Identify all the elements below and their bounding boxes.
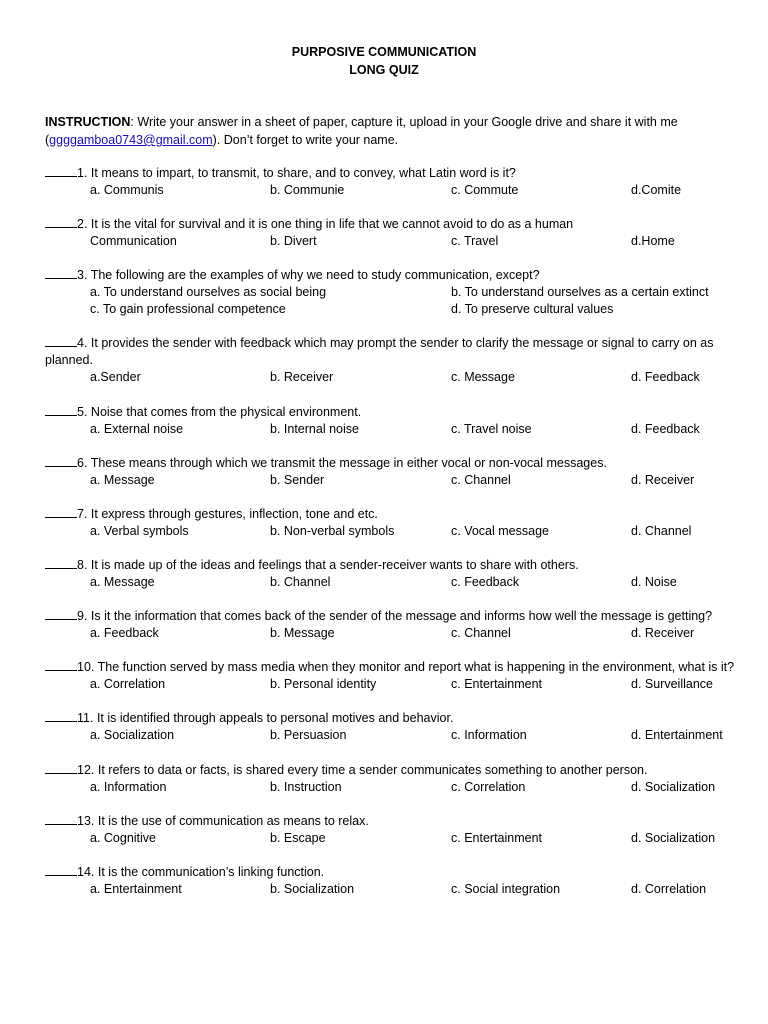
question-text: It refers to data or facts, is shared every time a sender communicates something to another person.	[97, 763, 648, 777]
question-14	[45, 864, 735, 898]
option-d: d.Comite	[631, 183, 682, 197]
option-d: d. Entertainment	[631, 728, 723, 742]
question-text: It is the communication’s linking function.	[97, 865, 325, 879]
option-a: a. Correlation	[90, 677, 166, 691]
question-9	[45, 608, 735, 642]
question-13	[45, 813, 735, 847]
question-number: 5.	[77, 405, 88, 419]
option-c: c. Travel	[451, 234, 499, 248]
question-text: These means through which we transmit the message in either vocal or non-vocal messages.	[90, 456, 607, 470]
option-a: a. Message	[90, 473, 155, 487]
answer-blank[interactable]	[45, 455, 77, 467]
question-number: 11.	[77, 711, 94, 725]
option-d: d. Receiver	[631, 626, 695, 640]
question-text: The function served by mass media when they monitor and report what is happening in the environment, what is it?	[97, 660, 735, 674]
answer-blank[interactable]	[45, 762, 77, 774]
question-number: 14.	[77, 865, 95, 879]
answer-blank[interactable]	[45, 506, 77, 518]
page-title: PURPOSIVE COMMUNICATION	[291, 45, 477, 59]
option-a: Communication	[90, 234, 177, 248]
question-4	[45, 335, 735, 386]
question-6	[45, 455, 735, 489]
question-text: It means to impart, to transmit, to share, and to convey, what Latin word is it?	[90, 166, 516, 180]
option-a: a. Entertainment	[90, 882, 182, 896]
option-c: c. Travel noise	[451, 422, 532, 436]
option-c: c. Channel	[451, 473, 511, 487]
option-c: c. Message	[451, 370, 515, 384]
question-text: It is the vital for survival and it is one thing in life that we cannot avoid to do as a human	[90, 217, 574, 231]
option-a: a.Sender	[90, 370, 141, 384]
instruction-text-after: ). Don’t forget to write your name.	[212, 133, 399, 147]
page-subtitle: LONG QUIZ	[349, 63, 419, 77]
option-c: c. Information	[451, 728, 527, 742]
question-5	[45, 404, 735, 438]
question-number: 4.	[77, 336, 88, 350]
answer-blank[interactable]	[45, 404, 77, 416]
option-b: b. Sender	[270, 473, 325, 487]
answer-blank[interactable]	[45, 216, 77, 228]
option-b: b. To understand ourselves as a certain extinct	[451, 285, 709, 299]
question-7	[45, 506, 735, 540]
option-b: b. Communie	[270, 183, 345, 197]
question-1	[45, 165, 735, 199]
option-b: b. Message	[270, 626, 335, 640]
option-c: c. Feedback	[451, 575, 520, 589]
option-b: b. Internal noise	[270, 422, 359, 436]
question-text: It is made up of the ideas and feelings that a sender-receiver wants to share with others.	[90, 558, 579, 572]
option-b: b. Socialization	[270, 882, 355, 896]
option-a: a. Information	[90, 780, 167, 794]
answer-blank[interactable]	[45, 608, 77, 620]
question-number: 8.	[77, 558, 88, 572]
question-number: 6.	[77, 456, 88, 470]
question-text: Is it the information that comes back of the sender of the message and informs how well the message is getting?	[90, 609, 713, 623]
option-c: c. Entertainment	[451, 831, 543, 845]
option-b: b. Non-verbal symbols	[270, 524, 395, 538]
option-a: a. Socialization	[90, 728, 175, 742]
option-c: c. Channel	[451, 626, 511, 640]
option-a: a. To understand ourselves as social being	[90, 285, 327, 299]
option-d: d. To preserve cultural values	[451, 302, 614, 316]
question-text: It express through gestures, inflection, tone and etc.	[90, 507, 378, 521]
option-c: c. Social integration	[451, 882, 561, 896]
answer-blank[interactable]	[45, 659, 77, 671]
question-text: It provides the sender with feedback which may prompt the sender to clarify the message or signal to carry on as planned.	[45, 336, 714, 367]
option-c: c. Commute	[451, 183, 519, 197]
option-c: c. To gain professional competence	[90, 302, 286, 316]
option-c: c. Correlation	[451, 780, 526, 794]
question-10	[45, 659, 735, 693]
option-d: d. Noise	[631, 575, 677, 589]
question-text: It is identified through appeals to personal motives and behavior.	[96, 711, 454, 725]
option-b: b. Personal identity	[270, 677, 377, 691]
option-c: c. Entertainment	[451, 677, 543, 691]
option-a: a. Message	[90, 575, 155, 589]
answer-blank[interactable]	[45, 557, 77, 569]
question-number: 13.	[77, 814, 95, 828]
answer-blank[interactable]	[45, 813, 77, 825]
option-a: a. Cognitive	[90, 831, 157, 845]
option-d: d. Feedback	[631, 370, 700, 384]
answer-blank[interactable]	[45, 710, 77, 722]
question-text: The following are the examples of why we need to study communication, except?	[90, 268, 540, 282]
question-text: It is the use of communication as means to relax.	[97, 814, 369, 828]
option-d: d. Receiver	[631, 473, 695, 487]
question-3	[45, 267, 735, 318]
question-number: 2.	[77, 217, 88, 231]
option-b: b. Receiver	[270, 370, 334, 384]
question-number: 1.	[77, 166, 88, 180]
option-d: d.Home	[631, 234, 675, 248]
question-text: Noise that comes from the physical environment.	[90, 405, 362, 419]
option-b: b. Channel	[270, 575, 331, 589]
answer-blank[interactable]	[45, 335, 77, 347]
option-d: d. Channel	[631, 524, 692, 538]
option-b: b. Escape	[270, 831, 326, 845]
question-number: 9.	[77, 609, 88, 623]
question-11	[45, 710, 735, 744]
option-d: d. Surveillance	[631, 677, 713, 691]
question-number: 12.	[77, 763, 95, 777]
option-a: a. External noise	[90, 422, 184, 436]
question-number: 7.	[77, 507, 88, 521]
option-b: b. Instruction	[270, 780, 342, 794]
answer-blank[interactable]	[45, 864, 77, 876]
question-8	[45, 557, 735, 591]
option-d: d. Socialization	[631, 831, 716, 845]
option-a: a. Feedback	[90, 626, 159, 640]
instruction-label: INSTRUCTION	[45, 115, 131, 129]
instruction-text-before: : Write your answer in a sheet of paper, capture it, upload in your Google drive and share it with me (	[45, 115, 678, 147]
option-d: d. Correlation	[631, 882, 707, 896]
email-link[interactable]: ggggamboa0743@gmail.com	[49, 133, 213, 147]
instruction-block	[45, 113, 725, 149]
answer-blank[interactable]	[45, 267, 77, 279]
option-b: b. Persuasion	[270, 728, 347, 742]
question-number: 10.	[77, 660, 95, 674]
option-b: b. Divert	[270, 234, 317, 248]
question-2	[45, 216, 735, 250]
answer-blank[interactable]	[45, 165, 77, 177]
question-number: 3.	[77, 268, 88, 282]
option-d: d. Feedback	[631, 422, 700, 436]
option-a: a. Verbal symbols	[90, 524, 189, 538]
option-d: d. Socialization	[631, 780, 716, 794]
option-a: a. Communis	[90, 183, 164, 197]
question-12	[45, 762, 735, 796]
option-c: c. Vocal message	[451, 524, 549, 538]
